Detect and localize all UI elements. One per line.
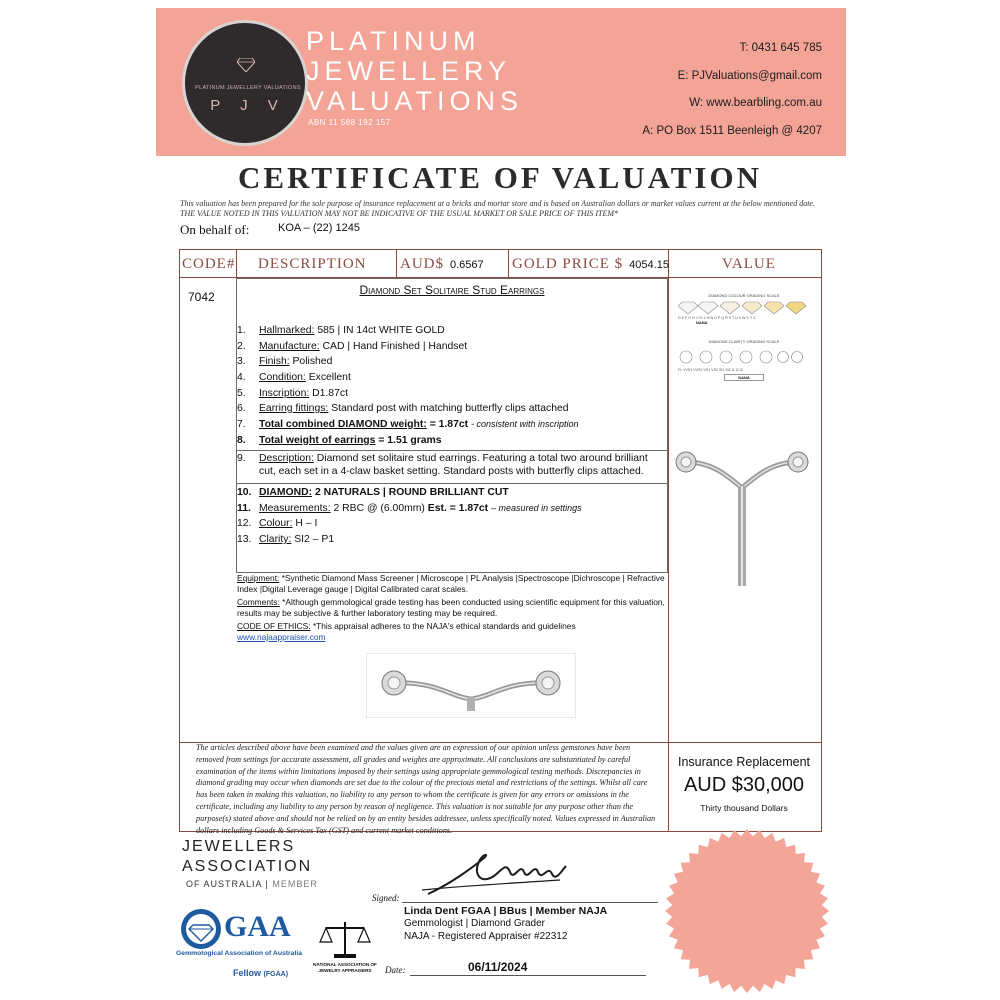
line-key: DIAMOND:	[259, 487, 313, 498]
equipment-text: *Synthetic Diamond Mass Screener | Microscope | PL Analysis |Spectroscope |Dichroscope | Refractive Index |Digital Leverage gauge | Digital Calibrated carat scales.	[237, 573, 665, 594]
gaa-full-name: Gemmological Association of Australia	[176, 950, 303, 957]
contact-web: W: www.bearbling.com.au	[689, 97, 822, 109]
grading-scales	[678, 293, 810, 425]
disclaimer-line: THE VALUE NOTED IN THIS VALUATION MAY NOT BE INDICATIVE OF THE USUAL MARKET OR SALE PRICE OF THIS ITEM*	[180, 209, 619, 218]
brand-line: JEWELLERY	[306, 56, 512, 86]
comments-label: Comments:	[237, 597, 280, 607]
colour-scale-title: DIAMOND COLOUR GRADING SCALE	[708, 293, 780, 298]
seal-sticker	[664, 828, 830, 994]
insurance-label: Insurance Replacement	[677, 755, 811, 769]
item-line	[237, 324, 667, 337]
line-key: Finish:	[259, 356, 290, 367]
clarity-scale-title: DIAMOND CLARITY GRADING SCALE	[708, 339, 780, 344]
item-line	[237, 371, 667, 384]
line-number: 2.	[237, 341, 246, 352]
line-key: Inscription:	[259, 388, 310, 399]
contact-address: A: PO Box 1511 Beenleigh @ 4207	[642, 125, 822, 137]
abn-number: ABN 11 588 192 157	[308, 118, 391, 127]
clarity-scale-mark: NANA	[724, 374, 764, 381]
gaa-logo-text: GAA	[224, 910, 291, 943]
item-line	[237, 402, 667, 415]
line-value: Est. = 1.87ct	[427, 503, 489, 514]
insurance-value: AUD $30,000	[683, 774, 805, 796]
certificate-title: CERTIFICATE OF VALUATION	[238, 160, 762, 195]
letterhead	[156, 8, 846, 156]
signature-line	[402, 902, 658, 903]
line-number: 4.	[237, 372, 246, 383]
col-code: CODE#	[182, 256, 236, 272]
item-line	[237, 502, 667, 515]
line-key: Colour:	[259, 518, 293, 529]
gold-value: 4054.15	[629, 259, 669, 271]
colour-scale-mark: NANA	[696, 320, 708, 325]
item-code: 7042	[188, 290, 215, 304]
pjv-logo	[182, 20, 308, 146]
divider	[236, 483, 668, 484]
line-note: – measured in settings	[491, 503, 582, 513]
divider	[396, 249, 397, 277]
line-number: 12.	[237, 518, 252, 529]
jaa-of-australia: OF AUSTRALIA	[186, 879, 263, 889]
brand-line: PLATINUM	[306, 26, 481, 56]
divider	[236, 450, 668, 451]
gaa-fellow-label: Fellow	[233, 968, 262, 978]
line-value: 2 NATURALS | ROUND BRILLIANT CUT	[315, 487, 509, 498]
earrings-side-photo	[672, 446, 812, 686]
brand-name	[306, 26, 523, 116]
jaa-logo-line2: ASSOCIATION	[182, 858, 313, 875]
line-key: Earring fittings:	[259, 403, 329, 414]
line-number: 7.	[237, 419, 246, 430]
line-key: Total combined DIAMOND weight:	[259, 419, 427, 430]
colour-scale-diamonds	[678, 300, 810, 316]
line-key: Manufacture:	[259, 341, 320, 352]
line-key: Description:	[259, 453, 314, 464]
gaa-fellow-abbr: (FGAA)	[263, 971, 289, 978]
insurance-words: Thirty thousand Dollars	[700, 803, 788, 813]
line-number: 5.	[237, 388, 246, 399]
gaa-emblem-icon	[180, 908, 222, 950]
divider	[236, 249, 237, 277]
gaa-fellow	[233, 968, 288, 978]
naja-logo-text: NATIONAL ASSOCIATION OF JEWELRY APPRAISERS	[313, 962, 377, 973]
on-behalf-of	[180, 222, 360, 238]
contact-email: E: PJValuations@gmail.com	[677, 70, 822, 82]
clarity-scale-circles	[678, 346, 810, 368]
comments-note	[237, 597, 665, 619]
line-value: SI2 – P1	[294, 534, 335, 545]
line-value: 2 RBC @ (6.00mm)	[333, 503, 425, 514]
colour-scale-letters: D E F G H I J K L M N O P Q R S T U V W X Y Z	[678, 316, 756, 320]
divider	[508, 249, 509, 277]
item-line	[237, 517, 667, 530]
date-value: 06/11/2024	[468, 960, 528, 974]
item-title: Diamond Set Solitaire Stud Earrings	[359, 283, 545, 297]
line-value: H – I	[295, 518, 318, 529]
line-number: 9.	[237, 453, 246, 464]
line-value: Standard post with matching butterfly clips attached	[331, 403, 569, 414]
item-line	[237, 486, 667, 499]
terms-text: The articles described above have been examined and the values given are an expression of our opinion unless gemstones have been removed from settings for accurate assessment, all grades and weights are approximate. All conclusions are substantiated by careful examination of the items within limitations imposed by their settings using appropriate gemmological testing methods. Discrepancies in diamond grading may occur when diamonds are set due to the colour of the precious metal and restrictions of the settings. Whilst all care has been taken in making this valuation, no liability to any person to whom the certificate is given for any errors or omissions in the certificate, including any liability to any person by reason of negligence. This valuation is not suitable for any purpose other than the purpose(s) stated above and should not be relied on by an entity besides addressee, unless specifically noted. Values expressed in Australian dollars including Goods & Services Tax (GST) and current market conditions.	[196, 743, 656, 835]
clarity-scale-letters: FL VVS1 VVS2 VS1 VS2 SI1 SI2 I1 I2 I3	[678, 368, 743, 372]
signer-registration: NAJA - Registered Appraiser #22312	[404, 931, 568, 942]
date-label: Date:	[385, 965, 406, 975]
behalf-label: On behalf of:	[180, 222, 250, 237]
line-key: Hallmarked:	[259, 325, 315, 336]
behalf-value: KOA – (22) 1245	[278, 222, 360, 234]
brand-line: VALUATIONS	[306, 86, 524, 116]
line-number: 3.	[237, 356, 246, 367]
line-value: 585 | IN 14ct WHITE GOLD	[317, 325, 445, 336]
line-number: 10.	[237, 487, 252, 498]
line-value: Polished	[292, 356, 333, 367]
ethics-note	[237, 621, 665, 643]
item-line	[237, 340, 667, 353]
ethics-text: *This appraisal adheres to the NAJA's ethical standards and guidelines	[312, 621, 576, 631]
line-number: 8.	[237, 435, 246, 446]
col-description: DESCRIPTION	[258, 256, 367, 272]
earrings-photo	[366, 653, 576, 718]
divider	[668, 249, 669, 743]
line-number: 1.	[237, 325, 246, 336]
logo-initials: P J V	[210, 97, 286, 114]
gold-label: GOLD PRICE $	[512, 256, 624, 272]
line-value: = 1.87ct	[429, 419, 469, 430]
signer-title: Gemmologist | Diamond Grader	[404, 918, 545, 929]
line-number: 6.	[237, 403, 246, 414]
line-number: 13.	[237, 534, 252, 545]
line-note: - consistent with inscription	[471, 419, 579, 429]
line-value: Excellent	[308, 372, 351, 383]
col-gold-price	[512, 252, 669, 278]
jaa-member: MEMBER	[272, 879, 318, 889]
disclaimer-line: This valuation has been prepared for the sole purpose of insurance replacement at a bricks and mortar store and is based on Australian dollars or market values current at the below mentioned date.	[180, 199, 815, 208]
jaa-logo-line1: JEWELLERS	[182, 838, 296, 855]
item-line	[237, 355, 667, 368]
equipment-label: Equipment:	[237, 573, 280, 583]
aud-value: 0.6567	[450, 259, 484, 271]
line-key: Total weight of earrings	[259, 435, 376, 446]
ethics-label: CODE OF ETHICS:	[237, 621, 311, 631]
signature-image	[420, 850, 570, 900]
jaa-logo-line3: OF AUSTRALIA | MEMBER	[186, 879, 318, 889]
naja-link[interactable]: www.najaappraiser.com	[237, 632, 326, 642]
line-value: = 1.51 grams	[378, 435, 442, 446]
col-aud	[400, 252, 484, 278]
diamond-icon	[237, 58, 255, 72]
naja-scales-icon	[318, 918, 372, 960]
col-value: VALUE	[722, 256, 776, 272]
contact-phone: T: 0431 645 785	[739, 42, 822, 54]
item-line	[237, 533, 667, 546]
comments-text: *Although gemmological grade testing has been conducted using scientific equipment for this valuation, results may be subjective & further laboratory testing may be required.	[237, 597, 665, 618]
item-line	[237, 434, 667, 447]
item-line	[237, 387, 667, 400]
line-value: CAD | Hand Finished | Handset	[322, 341, 468, 352]
line-key: Measurements:	[259, 503, 331, 514]
line-key: Clarity:	[259, 534, 292, 545]
signer-name: Linda Dent FGAA | BBus | Member NAJA	[404, 905, 608, 917]
item-line	[237, 452, 667, 478]
aud-label: AUD$	[400, 256, 444, 272]
item-line	[237, 418, 667, 431]
line-value: D1.87ct	[312, 388, 348, 399]
line-key: Condition:	[259, 372, 306, 383]
equipment-note	[237, 573, 665, 595]
line-value: Diamond set solitaire stud earrings. Featuring a total two around brilliant cut, each set in a 4-claw basket setting. Standard posts with butterfly clips attached.	[259, 453, 648, 477]
signed-label: Signed:	[372, 893, 400, 903]
line-number: 11.	[237, 503, 251, 514]
date-line	[410, 975, 646, 976]
logo-small-text: PLATINUM JEWELLERY VALUATIONS	[195, 85, 301, 91]
